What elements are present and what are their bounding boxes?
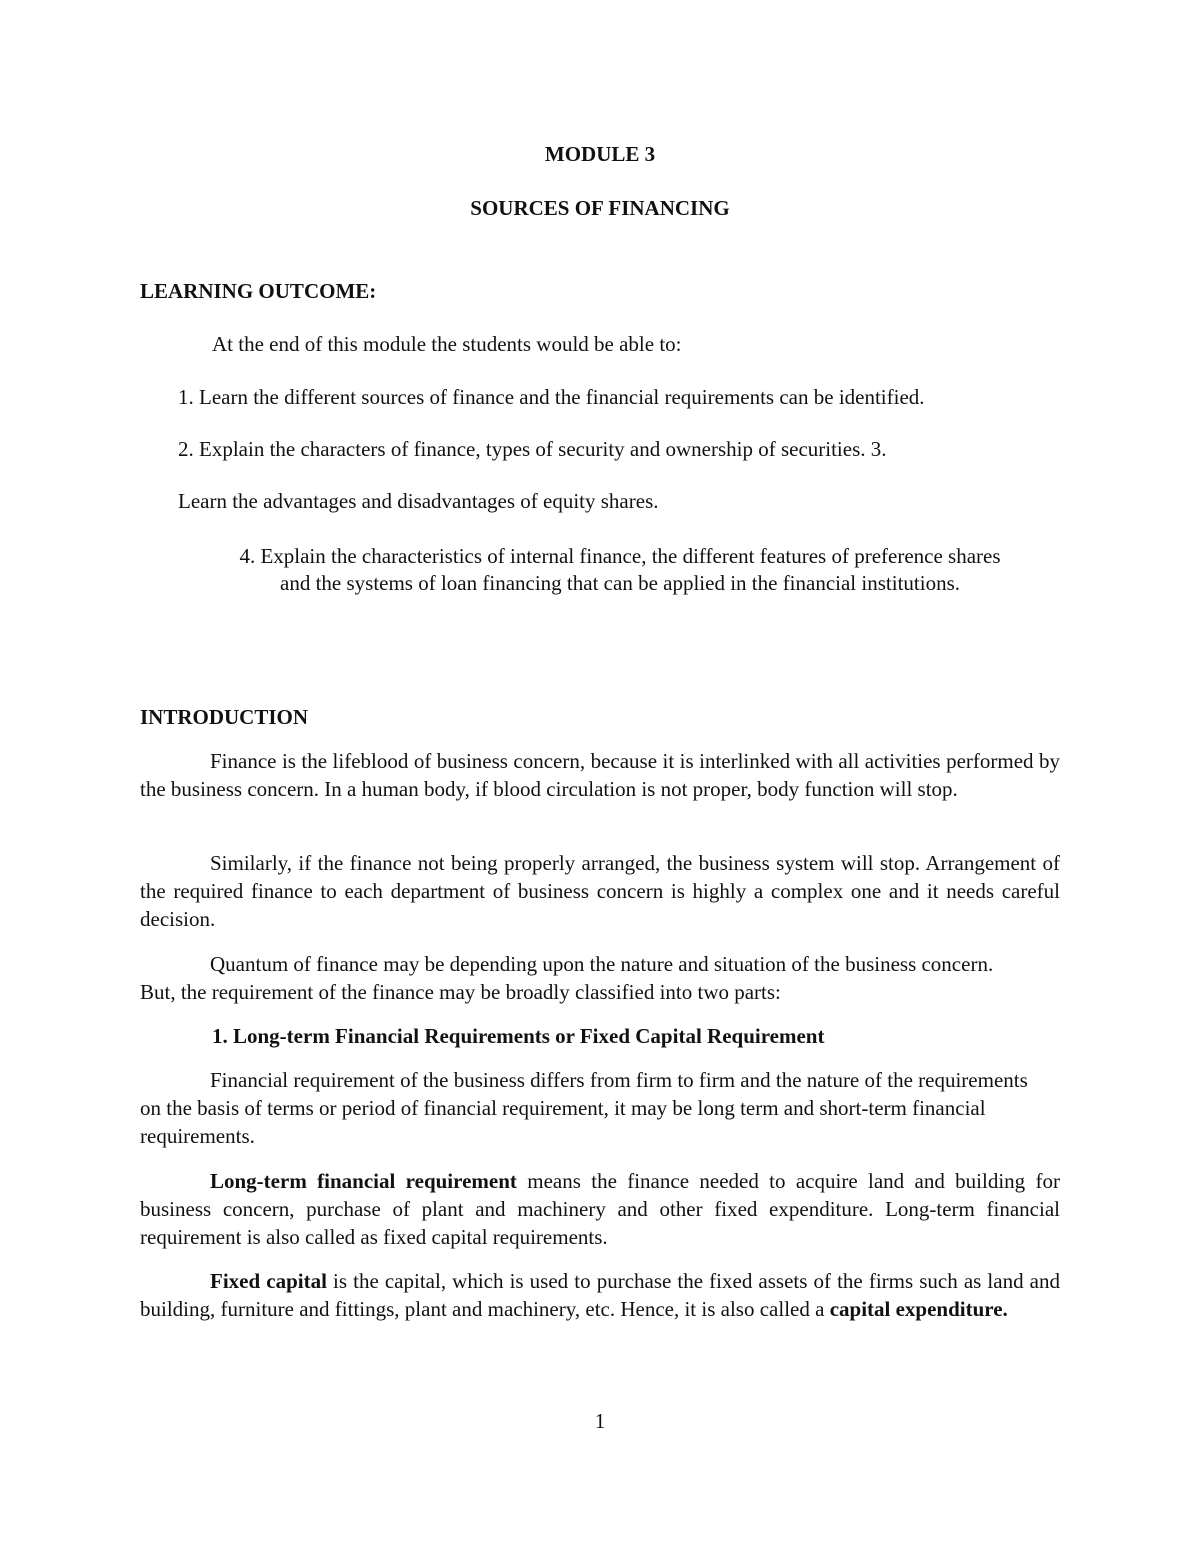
outcome-item-3: Learn the advantages and disadvantages of equity shares. bbox=[178, 489, 659, 513]
intro-paragraph-4: Financial requirement of the business differs from firm to firm and the nature of the requirements on the basis of terms or period of financial requirement, it may be long term and short-term financial requirements. bbox=[140, 1068, 1028, 1148]
paragraph-6-text: is the capital, which is used to purchase the fixed assets of the firms such as land and building, furniture and fittings, plant and machinery, etc. Hence, it is also called a bbox=[140, 1269, 1060, 1321]
module-number: MODULE 3 bbox=[544, 142, 656, 166]
outcome-item-4-line-1: 4. Explain the characteristics of internal finance, the different features of preference shares bbox=[239, 544, 1001, 568]
intro-paragraph-6 bbox=[140, 1267, 1060, 1323]
intro-paragraph-2: Similarly, if the finance not being properly arranged, the business system will stop. Arrangement of the required finance to each department of business concern is highly a complex one and it needs careful decision. bbox=[140, 851, 1060, 931]
intro-paragraph-1: Finance is the lifeblood of business concern, because it is interlinked with all activities performed by the business concern. In a human body, if blood circulation is not proper, body function will stop. bbox=[140, 749, 1060, 801]
capital-expenditure-term: capital expenditure. bbox=[829, 1297, 1008, 1321]
intro-paragraph-5 bbox=[140, 1167, 1060, 1251]
learning-outcome-heading: LEARNING OUTCOME: bbox=[140, 279, 377, 303]
intro-paragraph-3: Quantum of finance may be depending upon the nature and situation of the business concern. But, the requirement of the finance may be broadly classified into two parts: bbox=[140, 952, 994, 1004]
outcome-item-1: 1. Learn the different sources of finance and the financial requirements can be identified. bbox=[178, 385, 925, 409]
paragraph-5-text: means the finance needed to acquire land and building for business concern, purchase of plant and machinery and other fixed expenditure. Long-term financial requirement is also called as fixed capital requirements. bbox=[140, 1169, 1061, 1249]
page-title: SOURCES OF FINANCING bbox=[470, 196, 730, 220]
learning-outcome-intro: At the end of this module the students would be able to: bbox=[212, 332, 682, 356]
fixed-capital-term: Fixed capital bbox=[210, 1269, 327, 1293]
outcome-item-4-line-2: and the systems of loan financing that can be applied in the financial institutions. bbox=[280, 571, 960, 595]
outcome-item-2: 2. Explain the characters of finance, types of security and ownership of securities. 3. bbox=[178, 437, 887, 461]
page-number: 1 bbox=[594, 1409, 606, 1433]
long-term-term: Long-term financial requirement bbox=[210, 1169, 517, 1193]
introduction-heading: INTRODUCTION bbox=[140, 705, 309, 729]
subheading-long-term: 1. Long-term Financial Requirements or Fixed Capital Requirement bbox=[212, 1024, 825, 1048]
